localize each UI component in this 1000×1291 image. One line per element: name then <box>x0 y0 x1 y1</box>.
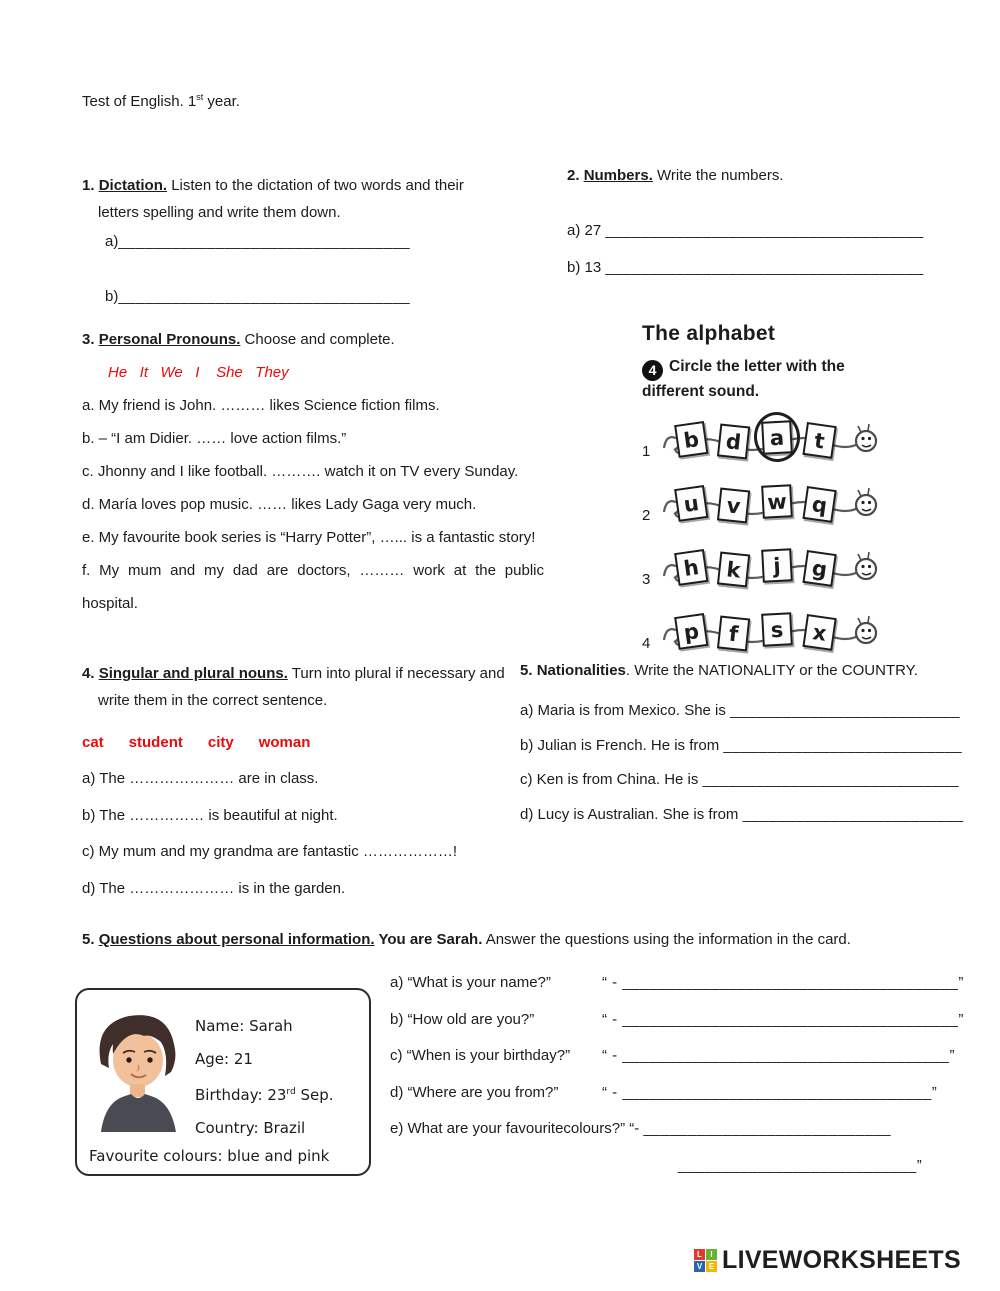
nationalities-instructions: . Write the NATIONALITY or the COUNTRY. <box>625 662 918 679</box>
nationality-c-text: c) Ken is from China. He is <box>520 771 703 788</box>
numbers-a-label: a) 27 <box>567 222 606 239</box>
worm-illustration <box>660 476 888 530</box>
nationality-d-text: d) Lucy is Australian. She is from <box>520 805 743 823</box>
alphabet-row-4 <box>642 604 888 658</box>
numbers-b-blank[interactable]: ____________________________________ <box>605 259 924 276</box>
numbers-answer-line-b <box>567 259 924 276</box>
nationality-c-blank[interactable]: _____________________________ <box>702 771 959 788</box>
card-birthday-text: Birthday: 23 <box>195 1086 287 1104</box>
nationality-b-text: b) Julian is French. He is from <box>520 736 724 754</box>
letter-tile[interactable]: h <box>674 549 708 586</box>
card-favourite-colours: Favourite colours: blue and pink <box>89 1147 330 1165</box>
identity-card <box>75 988 371 1176</box>
dictation-heading <box>82 172 487 226</box>
letter-tile[interactable]: s <box>761 612 793 647</box>
personal-info-subtitle: You are Sarah. <box>374 931 483 948</box>
page-title-ordinal: st <box>196 92 204 102</box>
nationalities-title: Nationalities <box>536 662 626 679</box>
section-dictation <box>82 172 487 226</box>
dictation-instructions: Listen to the dictation of two words and their letters spelling and write them down. <box>98 177 464 221</box>
answer-blank[interactable]: “ - ___________________________________” <box>602 1083 938 1101</box>
worm-illustration <box>660 540 888 594</box>
answer-blank[interactable]: “ - ______________________________________” <box>602 974 964 991</box>
row-number: 2 <box>642 507 651 524</box>
liveworksheets-logo[interactable] <box>694 1246 961 1275</box>
letter-tile[interactable]: j <box>761 548 793 583</box>
logo-square-v: V <box>694 1261 705 1272</box>
numbers-instructions: Write the numbers. <box>652 167 784 184</box>
card-name: Name: Sarah <box>195 1017 293 1035</box>
letter-tile[interactable]: v <box>717 488 750 524</box>
personal-info-instructions: Answer the questions using the information in the card. <box>482 931 851 948</box>
question-line-e <box>390 1111 965 1148</box>
card-country: Country: Brazil <box>195 1119 306 1137</box>
pronoun-options: He It We I She They <box>108 364 289 381</box>
pronouns-title: Personal Pronouns. <box>98 331 241 348</box>
card-age: Age: 21 <box>195 1050 253 1068</box>
question-text: b) “How old are you?” <box>390 1010 535 1028</box>
nationality-item-a <box>520 694 965 729</box>
numbers-b-label: b) 13 <box>567 259 606 276</box>
page-title-rest: year. <box>203 93 240 110</box>
pronoun-item-d[interactable]: d. María loves pop music. …… likes Lady Gaga very much. <box>82 496 477 513</box>
liveworksheets-icon <box>694 1249 717 1272</box>
nationalities-number: 5. <box>520 662 537 679</box>
plural-item-a[interactable]: a) The ………………… are in class. <box>82 770 319 787</box>
letter-tile[interactable]: w <box>761 484 793 519</box>
pronoun-item-e[interactable]: e. My favourite book series is “Harry Potter”, …... is a fantastic story! <box>82 529 536 546</box>
letter-tile[interactable]: g <box>802 550 836 587</box>
letter-tiles <box>676 613 835 646</box>
numbers-a-blank[interactable]: ____________________________________ <box>605 222 924 239</box>
pronoun-item-b[interactable]: b. – “I am Didier. …… love action films.” <box>82 430 347 447</box>
row-number: 4 <box>642 635 651 652</box>
answer-blank[interactable]: “ - _____________________________________” <box>602 1047 955 1064</box>
row-number: 1 <box>642 443 651 460</box>
plural-number: 4. <box>82 665 99 682</box>
numbers-title: Numbers. <box>583 167 653 184</box>
question-line-d <box>390 1075 965 1112</box>
question-text: c) “When is your birthday?” <box>390 1047 571 1064</box>
nationality-d-blank[interactable]: _________________________ <box>742 805 964 823</box>
page-title <box>82 92 240 110</box>
dictation-title: Dictation. <box>98 177 168 194</box>
pronoun-item-a[interactable]: a. My friend is John. ……… likes Science fiction films. <box>82 397 440 414</box>
question-line-c <box>390 1038 965 1075</box>
numbers-answer-line-a <box>567 222 924 239</box>
answer-continuation-blank[interactable]: ___________________________” <box>678 1156 923 1174</box>
letter-tile[interactable]: u <box>674 485 708 522</box>
alphabet-title: The alphabet <box>642 322 776 345</box>
letter-tile[interactable]: f <box>717 616 750 652</box>
alphabet-instruction <box>642 356 874 402</box>
nationality-item-d <box>520 798 965 833</box>
pronoun-item-c[interactable]: c. Jhonny and I like football. ………. watch it on TV every Sunday. <box>82 463 519 480</box>
worm-illustration <box>660 412 888 466</box>
answer-blank[interactable]: “ - ______________________________________” <box>602 1010 964 1028</box>
card-birthday <box>195 1076 334 1112</box>
dictation-a-blank[interactable]: _________________________________ <box>118 233 411 250</box>
exercise-number-badge: 4 <box>642 360 663 381</box>
question-line-b <box>390 1002 965 1039</box>
dictation-number: 1. <box>82 177 99 194</box>
pronoun-item-f[interactable]: f. My mum and my dad are doctors, ……… work at the public hospital. <box>82 562 544 612</box>
letter-tile[interactable]: b <box>674 421 708 458</box>
worm-illustration <box>660 604 888 658</box>
letter-tile[interactable]: p <box>674 613 708 650</box>
letter-tile[interactable]: x <box>802 614 836 651</box>
row-number: 3 <box>642 571 651 588</box>
letter-tiles <box>676 485 835 518</box>
personal-questions-list <box>390 965 965 1184</box>
plural-word-bank: cat student city woman <box>82 734 311 751</box>
plural-item-b[interactable]: b) The …………… is beautiful at night. <box>82 806 338 824</box>
card-birthday-ordinal: rd <box>286 1087 296 1097</box>
section-nationalities <box>520 662 965 832</box>
question-line-a <box>390 965 965 1002</box>
plural-heading <box>82 660 534 714</box>
section-numbers <box>567 167 977 184</box>
avatar <box>83 1004 189 1136</box>
section-singular-plural <box>82 660 534 907</box>
nationality-a-text: a) Maria is from Mexico. She is <box>520 702 731 719</box>
logo-square-i: I <box>706 1249 717 1260</box>
dictation-answer-line-a <box>105 233 410 250</box>
letter-tile[interactable]: d <box>717 424 750 460</box>
alphabet-row-2 <box>642 476 888 530</box>
alphabet-instruction-text: Circle the letter with the different sound. <box>642 358 845 400</box>
personal-info-title: Questions about personal information. <box>98 931 375 948</box>
dictation-answer-line-b <box>105 288 410 305</box>
girl-avatar-icon <box>83 1004 189 1132</box>
dictation-a-label: a) <box>105 233 119 250</box>
page-title-text: Test of English. 1 <box>82 93 197 110</box>
question-text: d) “Where are you from?” <box>390 1083 559 1101</box>
letter-tile[interactable]: t <box>802 422 836 459</box>
nationality-item-b <box>520 729 965 764</box>
answer-blank[interactable]: ____________________________ <box>643 1120 892 1137</box>
pronouns-heading <box>82 323 582 356</box>
section-personal-pronouns <box>82 323 582 620</box>
dictation-b-label: b) <box>105 288 119 305</box>
question-text: a) “What is your name?” <box>390 974 551 991</box>
nationality-a-blank[interactable]: __________________________ <box>730 702 960 719</box>
plural-item-c[interactable]: c) My mum and my grandma are fantastic ………………! <box>82 843 458 860</box>
question-text: e) What are your favouritecolours?” “- <box>390 1120 644 1137</box>
letter-tiles <box>676 421 835 454</box>
alphabet-row-1 <box>642 412 888 466</box>
pronouns-instructions: Choose and complete. <box>240 331 395 348</box>
plural-item-d[interactable]: d) The ………………… is in the garden. <box>82 879 346 897</box>
logo-square-e: E <box>706 1261 717 1272</box>
personal-info-number: 5. <box>82 931 99 948</box>
letter-tile[interactable]: k <box>717 552 750 588</box>
nationalities-heading <box>520 662 965 679</box>
letter-tiles <box>676 549 835 582</box>
alphabet-row-3 <box>642 540 888 594</box>
circled-letter-wrap <box>762 421 792 454</box>
liveworksheets-wordmark: LIVEWORKSHEETS <box>722 1246 961 1274</box>
letter-tile[interactable]: q <box>802 486 836 523</box>
letter-tile[interactable]: a <box>761 420 793 455</box>
alphabet-exercise <box>642 322 888 668</box>
numbers-heading <box>567 167 977 184</box>
plural-instructions: Turn into plural if necessary and write them in the correct sentence. <box>98 665 505 709</box>
personal-info-heading <box>82 931 972 948</box>
numbers-number: 2. <box>567 167 584 184</box>
logo-square-l: L <box>694 1249 705 1260</box>
nationality-b-blank[interactable]: ___________________________ <box>723 736 963 754</box>
nationality-item-c <box>520 763 965 798</box>
dictation-b-blank[interactable]: _________________________________ <box>118 288 411 305</box>
plural-title: Singular and plural nouns. <box>98 665 288 682</box>
card-birthday-month: Sep. <box>295 1086 334 1104</box>
pronouns-number: 3. <box>82 331 99 348</box>
card-details <box>195 1010 334 1145</box>
